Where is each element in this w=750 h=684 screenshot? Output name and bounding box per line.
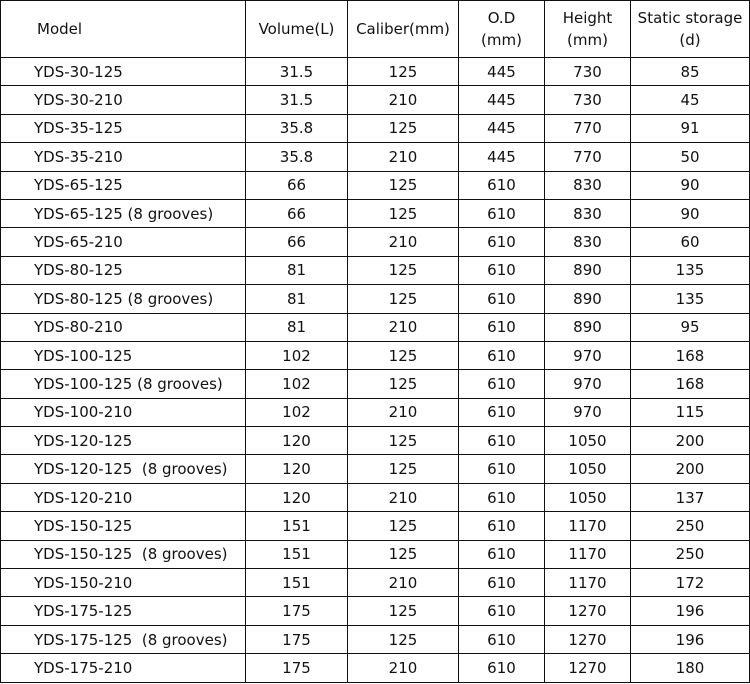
cell-volume: 120 [246,427,348,455]
cell-height: 770 [545,143,631,171]
cell-caliber: 125 [348,256,459,284]
cell-volume: 81 [246,256,348,284]
cell-static-storage: 135 [631,256,750,284]
cell-volume: 81 [246,313,348,341]
cell-static-storage: 196 [631,597,750,625]
cell-volume: 102 [246,398,348,426]
cell-height: 1270 [545,654,631,682]
cell-model: YDS-35-210 [1,143,246,171]
cell-model: YDS-35-125 [1,114,246,142]
cell-static-storage: 90 [631,199,750,227]
cell-volume: 175 [246,625,348,653]
table-row [1,512,750,540]
cell-caliber: 125 [348,285,459,313]
cell-od: 610 [459,370,545,398]
table-row [1,427,750,455]
cell-static-storage: 137 [631,483,750,511]
cell-volume: 66 [246,171,348,199]
cell-height: 1050 [545,455,631,483]
cell-od: 445 [459,58,545,86]
cell-static-storage: 91 [631,114,750,142]
table-row [1,540,750,568]
cell-static-storage: 168 [631,370,750,398]
cell-volume: 66 [246,228,348,256]
cell-caliber: 210 [348,228,459,256]
cell-model: YDS-65-125 [1,171,246,199]
cell-model: YDS-65-210 [1,228,246,256]
table-row [1,398,750,426]
cell-od: 610 [459,199,545,227]
table-row [1,654,750,682]
cell-volume: 120 [246,483,348,511]
header-volume: Volume(L) [246,1,348,58]
cell-height: 970 [545,398,631,426]
cell-caliber: 210 [348,483,459,511]
table-row [1,199,750,227]
cell-height: 830 [545,199,631,227]
cell-caliber: 125 [348,597,459,625]
table-row [1,171,750,199]
cell-od: 445 [459,86,545,114]
cell-height: 890 [545,256,631,284]
cell-static-storage: 45 [631,86,750,114]
cell-static-storage: 85 [631,58,750,86]
cell-od: 445 [459,114,545,142]
cell-height: 830 [545,228,631,256]
cell-model: YDS-30-125 [1,58,246,86]
cell-od: 610 [459,625,545,653]
cell-od: 610 [459,341,545,369]
cell-volume: 81 [246,285,348,313]
cell-static-storage: 60 [631,228,750,256]
cell-model: YDS-175-125 (8 grooves) [1,625,246,653]
cell-caliber: 125 [348,455,459,483]
cell-caliber: 125 [348,540,459,568]
cell-caliber: 210 [348,313,459,341]
cell-volume: 35.8 [246,143,348,171]
cell-height: 1170 [545,540,631,568]
cell-static-storage: 95 [631,313,750,341]
cell-od: 610 [459,285,545,313]
cell-volume: 120 [246,455,348,483]
cell-model: YDS-120-125 [1,427,246,455]
table-row [1,455,750,483]
cell-volume: 151 [246,512,348,540]
cell-model: YDS-150-125 (8 grooves) [1,540,246,568]
table-row [1,625,750,653]
cell-static-storage: 250 [631,512,750,540]
cell-model: YDS-80-125 [1,256,246,284]
cell-static-storage: 50 [631,143,750,171]
cell-caliber: 210 [348,398,459,426]
cell-volume: 31.5 [246,58,348,86]
cell-od: 610 [459,171,545,199]
cell-od: 610 [459,398,545,426]
cell-caliber: 125 [348,114,459,142]
table-row [1,58,750,86]
cell-static-storage: 172 [631,569,750,597]
header-od: O.D (mm) [459,1,545,58]
table-body [1,58,750,683]
cell-caliber: 125 [348,625,459,653]
cell-height: 890 [545,285,631,313]
cell-height: 1050 [545,483,631,511]
cell-height: 970 [545,341,631,369]
table-row [1,86,750,114]
cell-od: 610 [459,483,545,511]
cell-static-storage: 135 [631,285,750,313]
cell-od: 610 [459,654,545,682]
cell-model: YDS-100-125 [1,341,246,369]
cell-caliber: 210 [348,143,459,171]
table-row [1,313,750,341]
cell-volume: 35.8 [246,114,348,142]
cell-static-storage: 250 [631,540,750,568]
cell-caliber: 125 [348,512,459,540]
cell-model: YDS-175-210 [1,654,246,682]
cell-volume: 151 [246,540,348,568]
cell-caliber: 210 [348,654,459,682]
table-row [1,569,750,597]
header-model: Model [1,1,246,58]
cell-od: 610 [459,597,545,625]
cell-caliber: 125 [348,341,459,369]
table-row [1,597,750,625]
cell-height: 970 [545,370,631,398]
cell-caliber: 125 [348,427,459,455]
cell-volume: 102 [246,370,348,398]
table-row [1,228,750,256]
cell-static-storage: 180 [631,654,750,682]
cell-static-storage: 196 [631,625,750,653]
table-header [1,1,750,58]
cell-caliber: 125 [348,58,459,86]
cell-height: 730 [545,86,631,114]
cell-height: 1270 [545,625,631,653]
header-caliber: Caliber(mm) [348,1,459,58]
cell-height: 830 [545,171,631,199]
cell-model: YDS-80-210 [1,313,246,341]
cell-od: 610 [459,455,545,483]
cell-static-storage: 115 [631,398,750,426]
cell-static-storage: 200 [631,427,750,455]
cell-model: YDS-80-125 (8 grooves) [1,285,246,313]
table-row [1,114,750,142]
cell-volume: 175 [246,654,348,682]
cell-model: YDS-120-125 (8 grooves) [1,455,246,483]
cell-model: YDS-100-125 (8 grooves) [1,370,246,398]
cell-volume: 175 [246,597,348,625]
cell-height: 770 [545,114,631,142]
cell-od: 610 [459,569,545,597]
cell-height: 890 [545,313,631,341]
table-row [1,143,750,171]
cell-caliber: 210 [348,569,459,597]
cell-volume: 102 [246,341,348,369]
header-static-storage: Static storage (d) [631,1,750,58]
header-height: Height (mm) [545,1,631,58]
cell-model: YDS-150-210 [1,569,246,597]
cell-height: 1270 [545,597,631,625]
cell-height: 1170 [545,512,631,540]
cell-static-storage: 168 [631,341,750,369]
table-row [1,256,750,284]
cell-model: YDS-65-125 (8 grooves) [1,199,246,227]
cell-model: YDS-100-210 [1,398,246,426]
cell-od: 610 [459,256,545,284]
cell-caliber: 210 [348,86,459,114]
cell-model: YDS-150-125 [1,512,246,540]
cell-model: YDS-175-125 [1,597,246,625]
cell-static-storage: 200 [631,455,750,483]
table-row [1,285,750,313]
cell-caliber: 125 [348,171,459,199]
table-row [1,370,750,398]
cell-od: 610 [459,228,545,256]
cell-od: 610 [459,540,545,568]
cell-volume: 151 [246,569,348,597]
table-row [1,483,750,511]
cell-od: 445 [459,143,545,171]
cell-height: 730 [545,58,631,86]
cell-model: YDS-30-210 [1,86,246,114]
cell-volume: 31.5 [246,86,348,114]
cell-od: 610 [459,313,545,341]
table-row [1,341,750,369]
cell-caliber: 125 [348,199,459,227]
cell-od: 610 [459,512,545,540]
cell-height: 1050 [545,427,631,455]
cell-volume: 66 [246,199,348,227]
cell-static-storage: 90 [631,171,750,199]
cell-model: YDS-120-210 [1,483,246,511]
cell-caliber: 125 [348,370,459,398]
header-row [1,1,750,58]
cell-height: 1170 [545,569,631,597]
cell-od: 610 [459,427,545,455]
